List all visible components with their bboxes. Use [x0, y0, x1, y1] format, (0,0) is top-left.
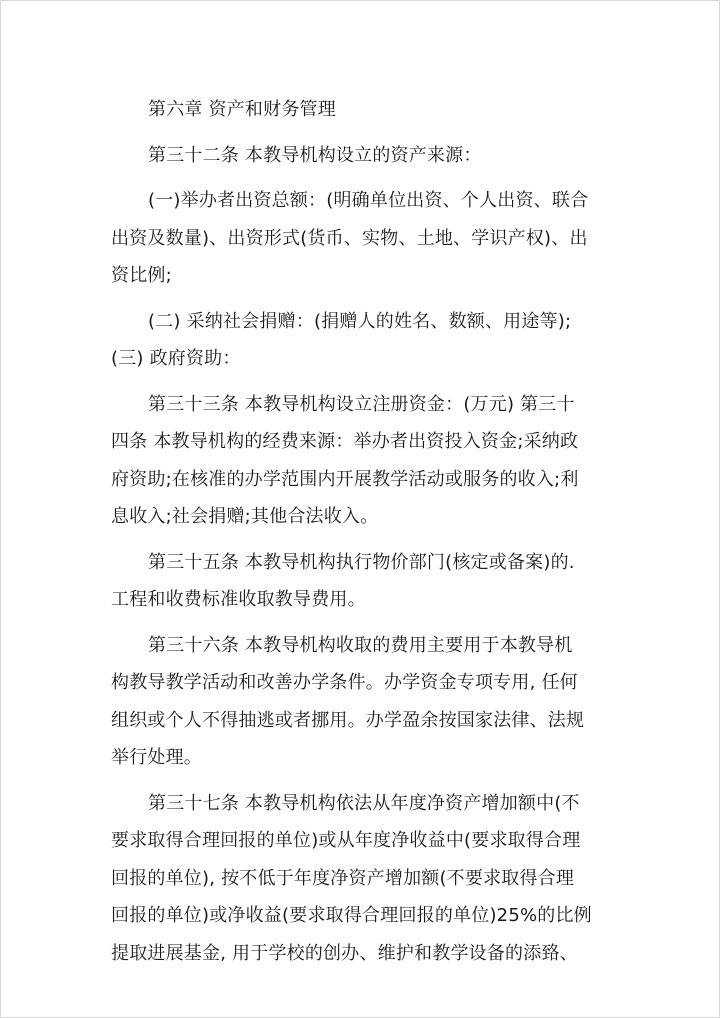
article-34-line: 四条 本教导机构的经费来源：举办者出资投入资金;采纳政: [111, 431, 579, 452]
article-32-title: 第三十二条 本教导机构设立的资产来源：: [148, 144, 482, 166]
article-37-line: 第三十七条 本教导机构依法从年度净资产增加额中(不: [148, 792, 580, 814]
document-body: [111, 91, 616, 972]
article-35-line: 第三十五条 本教导机构执行物价部门(核定或备案)的.: [148, 551, 575, 573]
paragraph-line: 出资及数量)、出资形式(货币、实物、土地、学识产权)、出: [111, 227, 588, 249]
paragraph-line: 资比例;: [111, 265, 172, 286]
article-33-line: 第三十三条 本教导机构设立注册资金：(万元) 第三十: [148, 393, 575, 415]
paragraph-line: 息收入;社会捐赠;其他合法收入。: [111, 506, 379, 527]
article-36-line: 第三十六条 本教导机构收取的费用主要用于本教导机: [148, 634, 573, 656]
paragraph-line: 回报的单位)或净收益(要求取得合理回报的单位)25%的比例: [111, 905, 592, 926]
paragraph-line: (二) 采纳社会捐赠：(捐赠人的姓名、数额、用途等);: [148, 310, 572, 332]
paragraph-line: 构教导教学活动和改善办学条件。办学资金专项专用, 任何: [111, 672, 578, 693]
chapter-heading: 第六章 资产和财务管理: [148, 99, 336, 120]
paragraph-line: 组织或个人不得抽逃或者挪用。办学盈余按国家法律、法规: [111, 709, 585, 731]
paragraph-line: 要求取得合理回报的单位)或从年度净收益中(要求取得合理: [111, 830, 581, 851]
paragraph-line: (三) 政府资助：: [111, 348, 241, 369]
paragraph-line: 回报的单位), 按不低于年度净资产增加额(不要求取得合理: [111, 867, 575, 889]
paragraph-line: 举行处理。: [111, 747, 202, 768]
paragraph-line: 提取进展基金, 用于学校的创办、维护和教学设备的添臵、: [111, 942, 578, 964]
paragraph-line: 工程和收费标准收取教导费用。: [111, 589, 366, 610]
paragraph-line: (一)举办者出资总额：(明确单位出资、个人出资、联合: [148, 190, 589, 211]
paragraph-line: 府资助;在核准的办学范围内开展教学活动或服务的收入;利: [111, 468, 579, 490]
